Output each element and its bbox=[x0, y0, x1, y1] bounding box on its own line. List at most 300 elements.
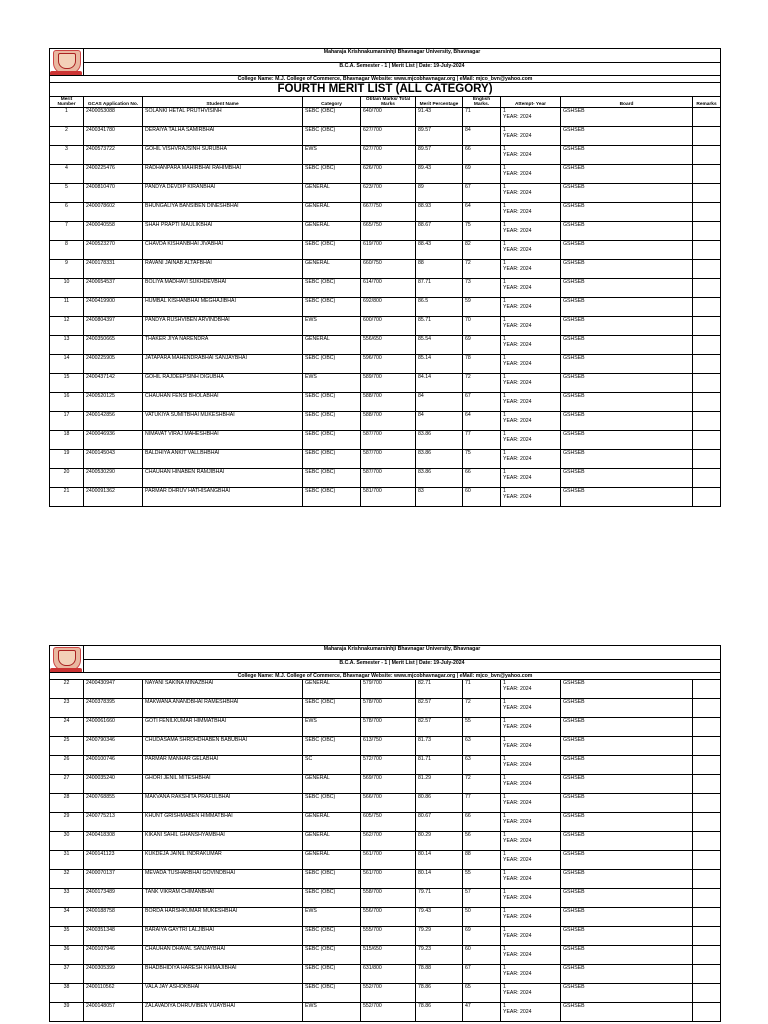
student-name: GOHIL VISHVRAJSINH SURUBHA bbox=[143, 146, 303, 165]
application-no: 2400070137 bbox=[84, 870, 143, 889]
attempt: 1 bbox=[503, 393, 506, 399]
attempt: 1 bbox=[503, 870, 506, 876]
application-no: 2400775213 bbox=[84, 813, 143, 832]
table-row bbox=[50, 889, 721, 908]
board: GSHSEB bbox=[561, 737, 693, 756]
student-name: GOTI FENILKUMAR HIMMATBHAI bbox=[143, 718, 303, 737]
attempt-year bbox=[501, 927, 561, 946]
board: GSHSEB bbox=[561, 488, 693, 507]
percentage: 83.86 bbox=[416, 469, 463, 488]
student-name: RAVANI JAINAB ALTAFBHAI bbox=[143, 260, 303, 279]
attempt: 1 bbox=[503, 146, 506, 152]
table-row bbox=[50, 184, 721, 203]
student-name: KHUNT GRISHMABEN HIMMATBHAI bbox=[143, 813, 303, 832]
logo-cell bbox=[50, 49, 84, 76]
table-row bbox=[50, 927, 721, 946]
merit-number: 38 bbox=[50, 984, 84, 1003]
category: SC bbox=[303, 756, 361, 775]
remarks bbox=[693, 699, 721, 718]
student-name: GHORI JENIL MITESHBHAI bbox=[143, 775, 303, 794]
attempt-year bbox=[501, 241, 561, 260]
remarks bbox=[693, 965, 721, 984]
attempt: 1 bbox=[503, 965, 506, 971]
english-marks: 67 bbox=[463, 965, 501, 984]
merit-number: 24 bbox=[50, 718, 84, 737]
table-row bbox=[50, 813, 721, 832]
remarks bbox=[693, 241, 721, 260]
application-no: 2400040558 bbox=[84, 222, 143, 241]
english-marks: 70 bbox=[463, 317, 501, 336]
year: YEAR: 2024 bbox=[503, 686, 532, 692]
application-no: 2400790346 bbox=[84, 737, 143, 756]
merit-number: 22 bbox=[50, 680, 84, 699]
percentage: 83 bbox=[416, 488, 463, 507]
marks: 556/700 bbox=[361, 908, 416, 927]
board: GSHSEB bbox=[561, 336, 693, 355]
merit-number: 27 bbox=[50, 775, 84, 794]
column-header-row bbox=[50, 97, 721, 108]
application-no: 2400061660 bbox=[84, 718, 143, 737]
remarks bbox=[693, 756, 721, 775]
student-name: NIMAVAT VIRAJ MAHESHBHAI bbox=[143, 431, 303, 450]
student-name: SOLANKI HETAL PRUTHVISINH bbox=[143, 108, 303, 127]
student-name: BHUNGALIYA BANSIBEN DINESHBHAI bbox=[143, 203, 303, 222]
table-row bbox=[50, 241, 721, 260]
category: SEBC (OBC) bbox=[303, 393, 361, 412]
marks: 555/700 bbox=[361, 927, 416, 946]
remarks bbox=[693, 127, 721, 146]
attempt-year bbox=[501, 965, 561, 984]
year: YEAR: 2024 bbox=[503, 133, 532, 139]
merit-number: 30 bbox=[50, 832, 84, 851]
english-marks: 55 bbox=[463, 718, 501, 737]
merit-number: 26 bbox=[50, 756, 84, 775]
category: SEBC (OBC) bbox=[303, 412, 361, 431]
category: SEBC (OBC) bbox=[303, 927, 361, 946]
table-row bbox=[50, 165, 721, 184]
attempt: 1 bbox=[503, 775, 506, 781]
attempt: 1 bbox=[503, 718, 506, 724]
english-marks: 59 bbox=[463, 298, 501, 317]
attempt-year bbox=[501, 794, 561, 813]
application-no: 2400053088 bbox=[84, 108, 143, 127]
board: GSHSEB bbox=[561, 870, 693, 889]
student-name: TANK VIKRAM CHIMANBHAI bbox=[143, 889, 303, 908]
board: GSHSEB bbox=[561, 680, 693, 699]
remarks bbox=[693, 908, 721, 927]
percentage: 82.57 bbox=[416, 718, 463, 737]
student-name: BHADBHIDIYA HARESH KHIMAJIBHAI bbox=[143, 965, 303, 984]
remarks bbox=[693, 851, 721, 870]
merit-number: 39 bbox=[50, 1003, 84, 1022]
english-marks: 50 bbox=[463, 908, 501, 927]
table-row bbox=[50, 222, 721, 241]
board: GSHSEB bbox=[561, 450, 693, 469]
board: GSHSEB bbox=[561, 298, 693, 317]
english-marks: 66 bbox=[463, 813, 501, 832]
remarks bbox=[693, 870, 721, 889]
remarks bbox=[693, 488, 721, 507]
application-no: 2400046936 bbox=[84, 431, 143, 450]
year: YEAR: 2024 bbox=[503, 380, 532, 386]
attempt: 1 bbox=[503, 832, 506, 838]
merit-number: 11 bbox=[50, 298, 84, 317]
col-board: Board bbox=[561, 97, 693, 108]
board: GSHSEB bbox=[561, 889, 693, 908]
category: SEBC (OBC) bbox=[303, 699, 361, 718]
merit-number: 12 bbox=[50, 317, 84, 336]
board: GSHSEB bbox=[561, 127, 693, 146]
percentage: 85.54 bbox=[416, 336, 463, 355]
attempt: 1 bbox=[503, 222, 506, 228]
year: YEAR: 2024 bbox=[503, 857, 532, 863]
board: GSHSEB bbox=[561, 317, 693, 336]
list-title: FOURTH MERIT LIST (ALL CATEGORY) bbox=[50, 83, 721, 97]
category: SEBC (OBC) bbox=[303, 127, 361, 146]
marks: 640/700 bbox=[361, 108, 416, 127]
merit-number: 33 bbox=[50, 889, 84, 908]
merit-number: 16 bbox=[50, 393, 84, 412]
percentage: 80.14 bbox=[416, 851, 463, 870]
board: GSHSEB bbox=[561, 279, 693, 298]
merit-number: 18 bbox=[50, 431, 84, 450]
application-no: 2400173489 bbox=[84, 889, 143, 908]
table-row bbox=[50, 756, 721, 775]
application-no: 2400419900 bbox=[84, 298, 143, 317]
attempt-year bbox=[501, 127, 561, 146]
attempt-year bbox=[501, 279, 561, 298]
category: GENERAL bbox=[303, 775, 361, 794]
year: YEAR: 2024 bbox=[503, 781, 532, 787]
percentage: 88.43 bbox=[416, 241, 463, 260]
application-no: 2400305399 bbox=[84, 965, 143, 984]
category: EWS bbox=[303, 1003, 361, 1022]
english-marks: 67 bbox=[463, 184, 501, 203]
marks: 600/700 bbox=[361, 317, 416, 336]
attempt: 1 bbox=[503, 241, 506, 247]
board: GSHSEB bbox=[561, 165, 693, 184]
marks: 569/700 bbox=[361, 775, 416, 794]
english-marks: 72 bbox=[463, 775, 501, 794]
marks: 587/700 bbox=[361, 450, 416, 469]
table-row bbox=[50, 412, 721, 431]
college-line: College Name: M.J. College of Commerce, Bhavnagar Website: www.mjcobhavnagar.org | eMail: mjco_bvn@yahoo.com bbox=[50, 76, 721, 83]
english-marks: 78 bbox=[463, 355, 501, 374]
attempt-year bbox=[501, 184, 561, 203]
remarks bbox=[693, 298, 721, 317]
col-attempt-year: Attempt- Year bbox=[501, 97, 561, 108]
student-name: PANDYA DEVDIP KIRANBHAI bbox=[143, 184, 303, 203]
attempt-year bbox=[501, 699, 561, 718]
merit-number: 25 bbox=[50, 737, 84, 756]
category: SEBC (OBC) bbox=[303, 450, 361, 469]
attempt: 1 bbox=[503, 680, 506, 686]
board: GSHSEB bbox=[561, 108, 693, 127]
remarks bbox=[693, 393, 721, 412]
english-marks: 84 bbox=[463, 127, 501, 146]
year: YEAR: 2024 bbox=[503, 933, 532, 939]
merit-table-page-1 bbox=[49, 48, 721, 507]
attempt: 1 bbox=[503, 165, 506, 171]
student-name: HUMBAL KISHANBHAI MEGHAJIBHAI bbox=[143, 298, 303, 317]
table-row bbox=[50, 336, 721, 355]
student-name: PARMAR DHRUV HATHISANGBHAI bbox=[143, 488, 303, 507]
student-name: KUKDEJA JAINIL INDRAKUMAR bbox=[143, 851, 303, 870]
english-marks: 77 bbox=[463, 794, 501, 813]
attempt: 1 bbox=[503, 184, 506, 190]
remarks bbox=[693, 374, 721, 393]
application-no: 2400145043 bbox=[84, 450, 143, 469]
application-no: 2400573722 bbox=[84, 146, 143, 165]
english-marks: 73 bbox=[463, 279, 501, 298]
attempt: 1 bbox=[503, 336, 506, 342]
attempt: 1 bbox=[503, 946, 506, 952]
percentage: 84 bbox=[416, 412, 463, 431]
board: GSHSEB bbox=[561, 146, 693, 165]
year: YEAR: 2024 bbox=[503, 475, 532, 481]
table-row bbox=[50, 699, 721, 718]
attempt: 1 bbox=[503, 469, 506, 475]
application-no: 2400225905 bbox=[84, 355, 143, 374]
percentage: 79.23 bbox=[416, 946, 463, 965]
category: GENERAL bbox=[303, 260, 361, 279]
year: YEAR: 2024 bbox=[503, 705, 532, 711]
application-no: 2400188758 bbox=[84, 908, 143, 927]
semester-line: B.C.A. Semester - 1 | Merit List | Date: 19-July-2024 bbox=[84, 62, 721, 76]
application-no: 2400378395 bbox=[84, 699, 143, 718]
remarks bbox=[693, 222, 721, 241]
application-no: 2400107946 bbox=[84, 946, 143, 965]
marks: 627/700 bbox=[361, 127, 416, 146]
remarks bbox=[693, 336, 721, 355]
student-name: THAKER JIYA NARENDRA bbox=[143, 336, 303, 355]
table-row bbox=[50, 260, 721, 279]
table-row bbox=[50, 718, 721, 737]
marks: 660/750 bbox=[361, 260, 416, 279]
merit-number: 14 bbox=[50, 355, 84, 374]
student-name: JATAPARA MAHENDRABHAI SANJAYBHAI bbox=[143, 355, 303, 374]
merit-number: 32 bbox=[50, 870, 84, 889]
percentage: 81.29 bbox=[416, 775, 463, 794]
english-marks: 64 bbox=[463, 203, 501, 222]
marks: 623/700 bbox=[361, 184, 416, 203]
year: YEAR: 2024 bbox=[503, 304, 532, 310]
attempt-year bbox=[501, 203, 561, 222]
student-name: CHAUHAN FENSI BHOLABHAI bbox=[143, 393, 303, 412]
category: EWS bbox=[303, 908, 361, 927]
university-crest-icon bbox=[53, 647, 81, 671]
marks: 631/800 bbox=[361, 965, 416, 984]
marks: 572/700 bbox=[361, 756, 416, 775]
year: YEAR: 2024 bbox=[503, 724, 532, 730]
remarks bbox=[693, 984, 721, 1003]
student-name: CHUDASAMA SHRDHDHABEN BABUBHAI bbox=[143, 737, 303, 756]
percentage: 80.14 bbox=[416, 870, 463, 889]
marks: 626/700 bbox=[361, 165, 416, 184]
attempt-year bbox=[501, 450, 561, 469]
category: EWS bbox=[303, 146, 361, 165]
english-marks: 82 bbox=[463, 241, 501, 260]
remarks bbox=[693, 680, 721, 699]
marks: 578/700 bbox=[361, 718, 416, 737]
application-no: 2400110562 bbox=[84, 984, 143, 1003]
attempt-year bbox=[501, 832, 561, 851]
table-row bbox=[50, 469, 721, 488]
attempt-year bbox=[501, 355, 561, 374]
category: SEBC (OBC) bbox=[303, 737, 361, 756]
table-row bbox=[50, 794, 721, 813]
attempt-year bbox=[501, 908, 561, 927]
remarks bbox=[693, 431, 721, 450]
year: YEAR: 2024 bbox=[503, 228, 532, 234]
year: YEAR: 2024 bbox=[503, 285, 532, 291]
application-no: 2400078602 bbox=[84, 203, 143, 222]
marks: 605/750 bbox=[361, 813, 416, 832]
board: GSHSEB bbox=[561, 832, 693, 851]
percentage: 78.88 bbox=[416, 965, 463, 984]
board: GSHSEB bbox=[561, 775, 693, 794]
application-no: 2400091362 bbox=[84, 488, 143, 507]
merit-number: 3 bbox=[50, 146, 84, 165]
table-row bbox=[50, 737, 721, 756]
category: SEBC (OBC) bbox=[303, 108, 361, 127]
table-row bbox=[50, 317, 721, 336]
remarks bbox=[693, 450, 721, 469]
attempt: 1 bbox=[503, 927, 506, 933]
application-no: 2400350665 bbox=[84, 336, 143, 355]
english-marks: 60 bbox=[463, 488, 501, 507]
table-row bbox=[50, 127, 721, 146]
board: GSHSEB bbox=[561, 927, 693, 946]
student-name: GOHIL RAJDEEPSINH DIGUBHA bbox=[143, 374, 303, 393]
attempt-year bbox=[501, 374, 561, 393]
percentage: 82.57 bbox=[416, 699, 463, 718]
year: YEAR: 2024 bbox=[503, 437, 532, 443]
attempt-year bbox=[501, 260, 561, 279]
merit-number: 37 bbox=[50, 965, 84, 984]
attempt: 1 bbox=[503, 450, 506, 456]
board: GSHSEB bbox=[561, 355, 693, 374]
english-marks: 63 bbox=[463, 756, 501, 775]
board: GSHSEB bbox=[561, 241, 693, 260]
table-row bbox=[50, 108, 721, 127]
year: YEAR: 2024 bbox=[503, 971, 532, 977]
english-marks: 69 bbox=[463, 336, 501, 355]
year: YEAR: 2024 bbox=[503, 914, 532, 920]
category: SEBC (OBC) bbox=[303, 946, 361, 965]
percentage: 89.57 bbox=[416, 146, 463, 165]
percentage: 89.43 bbox=[416, 165, 463, 184]
board: GSHSEB bbox=[561, 699, 693, 718]
merit-number: 31 bbox=[50, 851, 84, 870]
application-no: 2400418308 bbox=[84, 832, 143, 851]
table-row bbox=[50, 984, 721, 1003]
year: YEAR: 2024 bbox=[503, 399, 532, 405]
marks: 562/700 bbox=[361, 832, 416, 851]
marks: 552/700 bbox=[361, 1003, 416, 1022]
percentage: 83.86 bbox=[416, 450, 463, 469]
logo-cell bbox=[50, 646, 84, 673]
merit-list-page-1 bbox=[49, 48, 720, 507]
remarks bbox=[693, 108, 721, 127]
marks: 667/750 bbox=[361, 203, 416, 222]
marks: 556/650 bbox=[361, 336, 416, 355]
table-row bbox=[50, 870, 721, 889]
english-marks: 72 bbox=[463, 260, 501, 279]
year: YEAR: 2024 bbox=[503, 838, 532, 844]
english-marks: 64 bbox=[463, 412, 501, 431]
remarks bbox=[693, 794, 721, 813]
percentage: 84 bbox=[416, 393, 463, 412]
university-name: Maharaja Krishnakumarsinhji Bhavnagar University, Bhavnagar bbox=[84, 49, 721, 63]
table-row bbox=[50, 965, 721, 984]
merit-number: 7 bbox=[50, 222, 84, 241]
university-name: Maharaja Krishnakumarsinhji Bhavnagar University, Bhavnagar bbox=[84, 646, 721, 660]
remarks bbox=[693, 946, 721, 965]
year: YEAR: 2024 bbox=[503, 247, 532, 253]
board: GSHSEB bbox=[561, 469, 693, 488]
attempt-year bbox=[501, 469, 561, 488]
marks: 581/700 bbox=[361, 488, 416, 507]
category: EWS bbox=[303, 718, 361, 737]
attempt-year bbox=[501, 737, 561, 756]
category: SEBC (OBC) bbox=[303, 984, 361, 1003]
board: GSHSEB bbox=[561, 374, 693, 393]
merit-number: 9 bbox=[50, 260, 84, 279]
english-marks: 47 bbox=[463, 1003, 501, 1022]
marks: 613/750 bbox=[361, 737, 416, 756]
table-row bbox=[50, 908, 721, 927]
col-marks: Obtain Marks/ Total Marks bbox=[361, 97, 416, 108]
board: GSHSEB bbox=[561, 794, 693, 813]
percentage: 88.67 bbox=[416, 222, 463, 241]
remarks bbox=[693, 260, 721, 279]
student-name: BARAIYA GAYTRI LALJIBHAI bbox=[143, 927, 303, 946]
board: GSHSEB bbox=[561, 203, 693, 222]
attempt: 1 bbox=[503, 374, 506, 380]
board: GSHSEB bbox=[561, 260, 693, 279]
category: SEBC (OBC) bbox=[303, 469, 361, 488]
attempt: 1 bbox=[503, 355, 506, 361]
year: YEAR: 2024 bbox=[503, 494, 532, 500]
marks: 692/800 bbox=[361, 298, 416, 317]
category: EWS bbox=[303, 374, 361, 393]
attempt-year bbox=[501, 146, 561, 165]
application-no: 2400654537 bbox=[84, 279, 143, 298]
year: YEAR: 2024 bbox=[503, 171, 532, 177]
category: SEBC (OBC) bbox=[303, 355, 361, 374]
attempt: 1 bbox=[503, 984, 506, 990]
marks: 552/700 bbox=[361, 984, 416, 1003]
application-no: 2400225476 bbox=[84, 165, 143, 184]
merit-number: 34 bbox=[50, 908, 84, 927]
college-line: College Name: M.J. College of Commerce, Bhavnagar Website: www.mjcobhavnagar.org | eMail: mjco_bvn@yahoo.com bbox=[50, 673, 721, 680]
marks: 665/750 bbox=[361, 222, 416, 241]
percentage: 79.43 bbox=[416, 908, 463, 927]
merit-number: 1 bbox=[50, 108, 84, 127]
year: YEAR: 2024 bbox=[503, 418, 532, 424]
application-no: 2400768855 bbox=[84, 794, 143, 813]
remarks bbox=[693, 813, 721, 832]
application-no: 2400351348 bbox=[84, 927, 143, 946]
application-no: 2400430947 bbox=[84, 680, 143, 699]
merit-number: 20 bbox=[50, 469, 84, 488]
attempt-year bbox=[501, 889, 561, 908]
merit-number: 28 bbox=[50, 794, 84, 813]
category: SEBC (OBC) bbox=[303, 870, 361, 889]
remarks bbox=[693, 184, 721, 203]
application-no: 2400437142 bbox=[84, 374, 143, 393]
